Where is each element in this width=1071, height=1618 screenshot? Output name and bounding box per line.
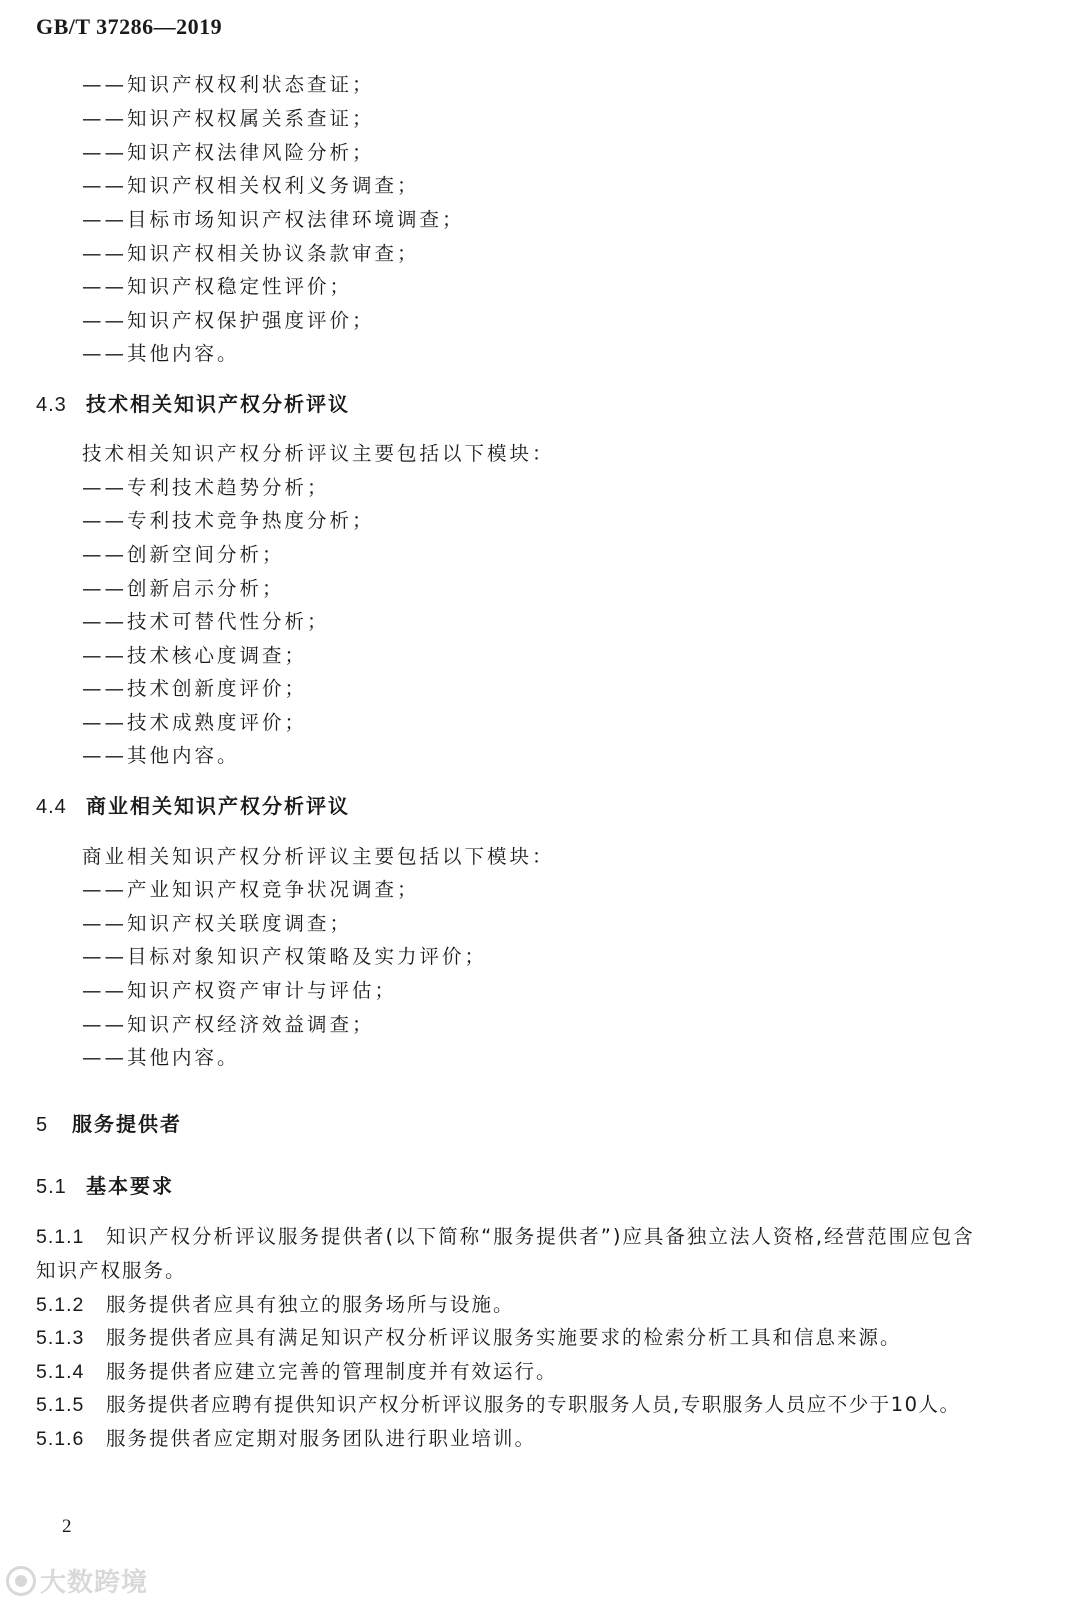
list-item: ——知识产权相关协议条款审查； bbox=[82, 242, 420, 265]
section-heading-5-1 bbox=[36, 1172, 174, 1201]
section-title: 商业相关知识产权分析评议 bbox=[86, 794, 350, 818]
clause-5-1-2 bbox=[36, 1291, 515, 1319]
standard-number-header: GB/T 37286—2019 bbox=[36, 14, 223, 39]
watermark-logo-icon bbox=[6, 1566, 36, 1596]
list-item: ——创新启示分析； bbox=[82, 577, 285, 600]
section-title: 技术相关知识产权分析评议 bbox=[86, 392, 350, 416]
clause-number: 5.1.1 bbox=[36, 1226, 85, 1248]
section-heading-4-4 bbox=[36, 792, 350, 821]
clause-number: 5.1.4 bbox=[36, 1361, 85, 1383]
clause-text: 服务提供者应聘有提供知识产权分析评议服务的专职服务人员,专职服务人员应不少于10人。 bbox=[106, 1393, 961, 1416]
clause-number: 5.1.5 bbox=[36, 1394, 85, 1416]
list-item: ——知识产权相关权利义务调查； bbox=[82, 174, 420, 197]
list-item: ——知识产权关联度调查； bbox=[82, 912, 353, 935]
section-title: 服务提供者 bbox=[72, 1112, 182, 1136]
section-number: 4.4 bbox=[36, 796, 67, 818]
list-item: ——知识产权权属关系查证； bbox=[82, 107, 375, 130]
list-item: ——知识产权保护强度评价； bbox=[82, 309, 375, 332]
list-item: ——创新空间分析； bbox=[82, 543, 285, 566]
clause-number: 5.1.6 bbox=[36, 1428, 85, 1450]
clause-number: 5.1.3 bbox=[36, 1327, 85, 1349]
section-number: 4.3 bbox=[36, 394, 67, 416]
section-intro: 商业相关知识产权分析评议主要包括以下模块： bbox=[82, 845, 555, 868]
list-item: ——技术创新度评价； bbox=[82, 677, 308, 700]
clause-5-1-3 bbox=[36, 1324, 902, 1352]
clause-5-1-5 bbox=[36, 1391, 961, 1419]
section-number: 5 bbox=[36, 1114, 49, 1136]
list-item: ——知识产权稳定性评价； bbox=[82, 275, 353, 298]
clause-text: 服务提供者应具有满足知识产权分析评议服务实施要求的检索分析工具和信息来源。 bbox=[106, 1326, 902, 1349]
section-intro: 技术相关知识产权分析评议主要包括以下模块： bbox=[82, 442, 555, 465]
list-item: ——知识产权法律风险分析； bbox=[82, 141, 375, 164]
list-item: ——知识产权资产审计与评估； bbox=[82, 979, 398, 1002]
chapter-heading-5 bbox=[36, 1110, 182, 1139]
list-item: ——知识产权权利状态查证； bbox=[82, 73, 375, 96]
section-heading-4-3 bbox=[36, 390, 350, 419]
list-item: ——产业知识产权竞争状况调查； bbox=[82, 878, 420, 901]
clause-text: 服务提供者应具有独立的服务场所与设施。 bbox=[106, 1293, 515, 1316]
clause-5-1-1 bbox=[36, 1223, 975, 1251]
section-number: 5.1 bbox=[36, 1176, 67, 1198]
list-item: ——专利技术趋势分析； bbox=[82, 476, 330, 499]
section-title: 基本要求 bbox=[86, 1174, 174, 1198]
clause-text: 服务提供者应建立完善的管理制度并有效运行。 bbox=[106, 1360, 558, 1383]
list-item: ——技术成熟度评价； bbox=[82, 711, 308, 734]
list-item: ——目标对象知识产权策略及实力评价； bbox=[82, 945, 488, 968]
clause-number: 5.1.2 bbox=[36, 1294, 85, 1316]
clause-5-1-1-continuation: 知识产权服务。 bbox=[36, 1259, 187, 1282]
list-item: ——知识产权经济效益调查； bbox=[82, 1013, 375, 1036]
list-item: ——技术可替代性分析； bbox=[82, 610, 330, 633]
list-item: ——其他内容。 bbox=[82, 342, 240, 365]
clause-text: 服务提供者应定期对服务团队进行职业培训。 bbox=[106, 1427, 537, 1450]
list-item: ——目标市场知识产权法律环境调查； bbox=[82, 208, 465, 231]
list-item: ——其他内容。 bbox=[82, 744, 240, 767]
page-number: 2 bbox=[62, 1516, 72, 1537]
watermark bbox=[6, 1562, 148, 1599]
clause-5-1-4 bbox=[36, 1358, 558, 1386]
watermark-text: 大数跨境 bbox=[40, 1568, 149, 1598]
list-item: ——专利技术竞争热度分析； bbox=[82, 509, 375, 532]
clause-5-1-6 bbox=[36, 1425, 536, 1453]
clause-text: 知识产权分析评议服务提供者(以下简称“服务提供者”)应具备独立法人资格,经营范围应包含 bbox=[106, 1225, 975, 1248]
list-item: ——其他内容。 bbox=[82, 1046, 240, 1069]
list-item: ——技术核心度调查； bbox=[82, 644, 308, 667]
